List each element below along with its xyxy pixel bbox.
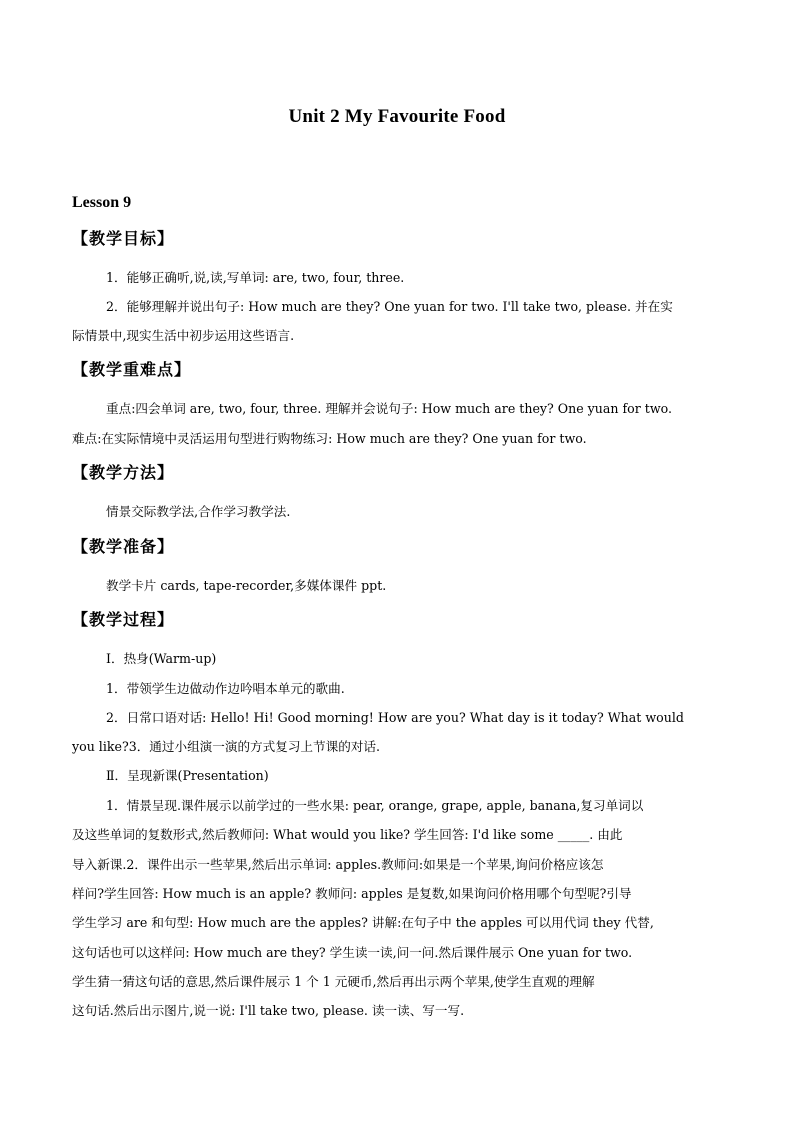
objective-line: 1．能够正确听,说,读,写单词: are, two, four, three. <box>106 270 405 285</box>
objective-line: 2．能够理解并说出句子: How much are they? One yuan for two. I'll take two, please. 并在实 <box>106 299 673 314</box>
preparation-line: 教学卡片 cards, tape-recorder,多媒体课件 ppt. <box>106 578 387 593</box>
process-line: 这句话.然后出示图片,说一说: I'll take two, please. 读一读、写一写. <box>72 1003 465 1018</box>
process-line: 1．情景呈现.课件展示以前学过的一些水果: pear, orange, grape, apple, banana,复习单词以 <box>106 798 644 813</box>
process-line: Ⅱ．呈现新课(Presentation) <box>106 768 269 783</box>
process-line: 2．日常口语对话: Hello! Hi! Good morning! How are you? What day is it today? What would <box>106 710 684 725</box>
preparation-heading: 【教学准备】 <box>72 537 175 556</box>
process-heading: 【教学过程】 <box>72 610 175 629</box>
key-point-line: 难点:在实际情境中灵活运用句型进行购物练习: How much are they? One yuan for two. <box>72 431 587 446</box>
document-title: Unit 2 My Favourite Food <box>288 106 506 127</box>
lesson-label: Lesson 9 <box>72 194 132 211</box>
key-point-line: 重点:四会单词 are, two, four, three. 理解并会说句子: How much are they? One yuan for two. <box>106 401 672 416</box>
methods-heading: 【教学方法】 <box>72 463 175 482</box>
method-line: 情景交际教学法,合作学习教学法. <box>106 504 291 519</box>
objective-line: 际情景中,现实生活中初步运用这些语言. <box>72 328 295 343</box>
process-line: 1．带领学生边做动作边吟唱本单元的歌曲. <box>106 681 345 696</box>
objectives-heading: 【教学目标】 <box>72 229 175 248</box>
process-line: 学生猜一猜这句话的意思,然后课件展示 1 个 1 元硬币,然后再出示两个苹果,使学生直观的理解 <box>72 974 595 989</box>
process-line: 这句话也可以这样问: How much are they? 学生读一读,问一问.然后课件展示 One yuan for two. <box>72 945 633 960</box>
process-line: 样问?学生回答: How much is an apple? 教师问: apples 是复数,如果询问价格用哪个句型呢?引导 <box>72 886 632 901</box>
process-line: 导入新课.2．课件出示一些苹果,然后出示单词: apples.教师问:如果是一个苹果,询问价格应该怎 <box>72 857 604 872</box>
process-line: Ⅰ．热身(Warm-up) <box>106 651 217 666</box>
key-points-heading: 【教学重难点】 <box>72 360 192 379</box>
process-line: 学生学习 are 和句型: How much are the apples? 讲解:在句子中 the apples 可以用代词 they 代替, <box>72 915 654 930</box>
process-line: 及这些单词的复数形式,然后教师问: What would you like? 学生回答: I'd like some _____. 由此 <box>72 827 623 842</box>
process-line: you like?3．通过小组演一演的方式复习上节课的对话. <box>72 739 380 754</box>
